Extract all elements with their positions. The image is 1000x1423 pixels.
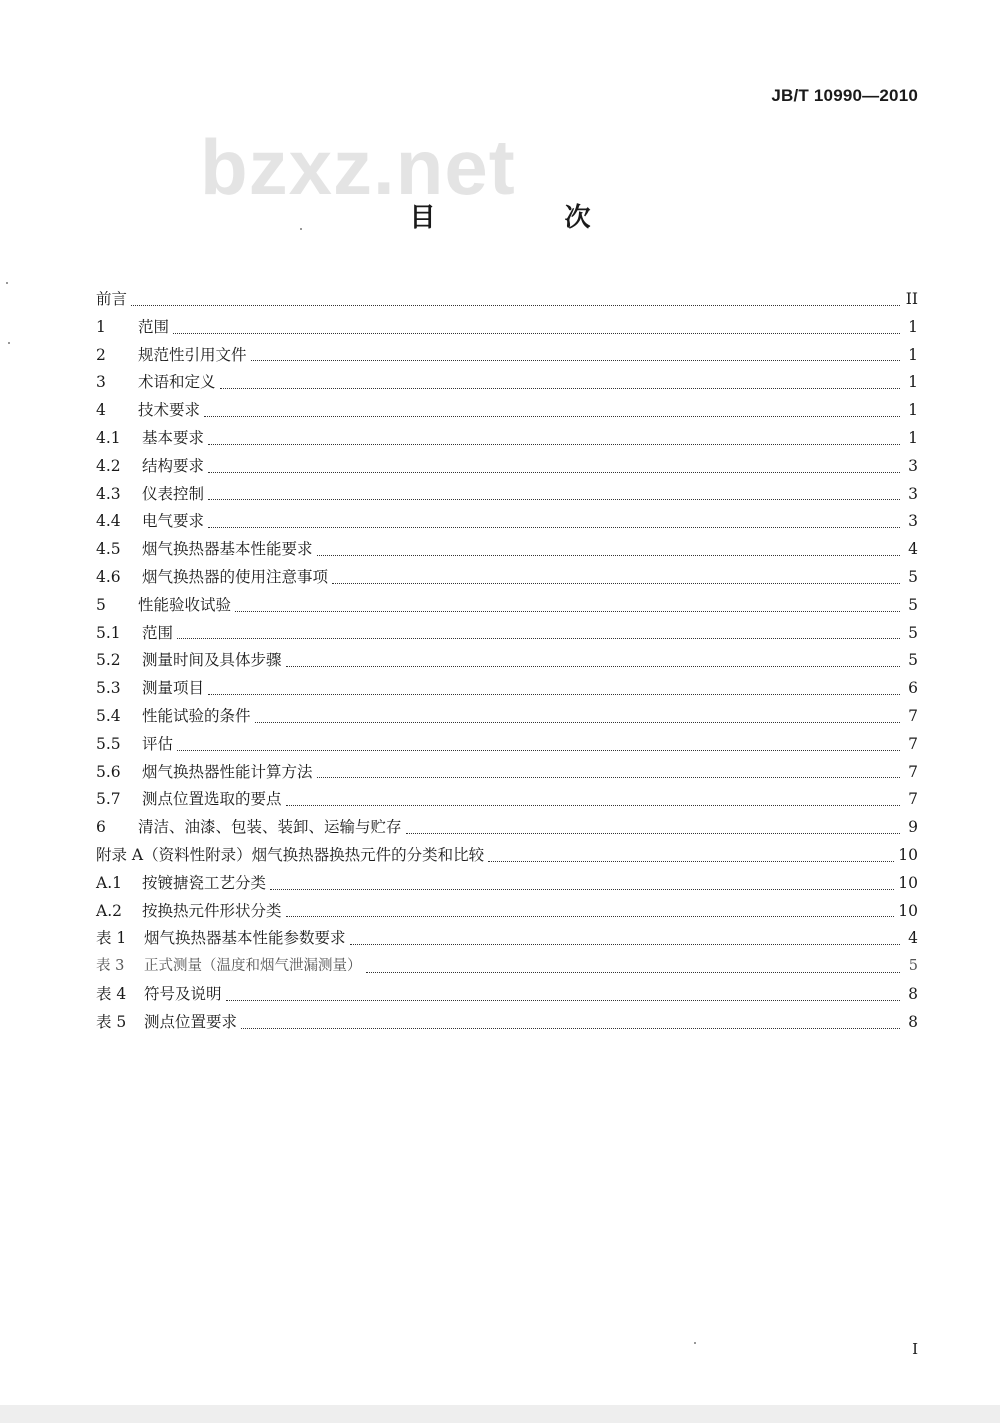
toc-entry-number: 5.2 — [96, 651, 121, 670]
toc-dot-leader — [220, 387, 900, 389]
toc-entry[interactable] — [96, 731, 918, 759]
toc-entry-title: 结构要求 — [142, 456, 205, 475]
toc-entry[interactable] — [96, 703, 918, 731]
toc-entry-number: 5.1 — [96, 623, 121, 642]
toc-entry-number: 表 1 — [96, 929, 127, 948]
toc-entry-page: 4 — [908, 540, 918, 559]
scan-speck — [8, 342, 10, 344]
toc-entry-number: 4 — [96, 401, 106, 420]
table-of-contents — [96, 286, 918, 1037]
toc-entry-title: 性能试验的条件 — [142, 706, 251, 725]
toc-dot-leader — [208, 526, 900, 528]
scan-speck — [300, 228, 302, 230]
toc-dot-leader — [317, 554, 900, 556]
toc-entry-number: 4.4 — [96, 512, 121, 531]
toc-dot-leader — [286, 804, 900, 806]
toc-dot-leader — [173, 332, 900, 334]
toc-entry-page: II — [905, 290, 918, 308]
page-title: 目 次 — [409, 203, 651, 233]
toc-entry-page: 10 — [898, 845, 918, 864]
toc-entry-title: 评估 — [142, 734, 174, 753]
toc-entry[interactable] — [96, 981, 918, 1009]
toc-entry-title: 测点位置选取的要点 — [142, 790, 282, 809]
toc-entry[interactable] — [96, 786, 918, 814]
toc-entry[interactable] — [96, 953, 918, 981]
toc-entry-number: 5.6 — [96, 762, 121, 781]
toc-entry-page: 5 — [908, 958, 918, 975]
standard-code: JB/T 10990—2010 — [771, 86, 918, 105]
scan-speck — [694, 1342, 696, 1344]
toc-entry-title: 范围 — [138, 317, 170, 336]
toc-entry-number: 表 5 — [96, 1012, 127, 1031]
toc-entry-page: 3 — [908, 484, 918, 503]
toc-entry-number: 5.3 — [96, 679, 121, 698]
toc-entry-page: 5 — [908, 623, 918, 642]
toc-entry-page: 1 — [908, 401, 918, 420]
toc-entry-page: 1 — [908, 345, 918, 364]
toc-entry-number: 表 4 — [96, 984, 127, 1003]
toc-dot-leader — [131, 304, 900, 306]
toc-entry-page: 9 — [908, 818, 918, 837]
toc-entry[interactable] — [96, 369, 918, 397]
toc-entry-page: 5 — [908, 595, 918, 614]
toc-entry-title: 测量时间及具体步骤 — [142, 651, 282, 670]
toc-entry-number: 4.5 — [96, 540, 121, 559]
toc-entry[interactable] — [96, 453, 918, 481]
toc-entry-number: 4.1 — [96, 428, 121, 447]
toc-dot-leader — [241, 1027, 900, 1029]
watermark: bzxz.net — [200, 123, 516, 211]
toc-entry-title: 仪表控制 — [142, 484, 205, 503]
toc-entry-title: 测点位置要求 — [144, 1012, 238, 1031]
toc-entry-page: 5 — [908, 567, 918, 586]
toc-entry-number: 1 — [96, 317, 106, 336]
toc-entry[interactable] — [96, 314, 918, 342]
toc-entry[interactable] — [96, 870, 918, 898]
toc-entry-title: 清洁、油漆、包装、装卸、运输与贮存 — [138, 818, 402, 837]
toc-entry-page: 7 — [908, 762, 918, 781]
toc-entry-number: 4.2 — [96, 456, 121, 475]
toc-dot-leader — [286, 665, 900, 667]
toc-entry-number: 5 — [96, 595, 106, 614]
toc-entry[interactable] — [96, 814, 918, 842]
toc-entry-page: 3 — [908, 512, 918, 531]
toc-entry[interactable] — [96, 1009, 918, 1037]
toc-entry-title: 前言 — [96, 290, 128, 308]
toc-entry-title: 烟气换热器性能计算方法 — [142, 762, 313, 781]
toc-entry-number: 3 — [96, 373, 106, 392]
toc-entry-number: 4.6 — [96, 567, 121, 586]
toc-entry[interactable] — [96, 675, 918, 703]
toc-entry[interactable] — [96, 286, 918, 314]
toc-entry-title: 符号及说明 — [144, 984, 222, 1003]
toc-entry[interactable] — [96, 564, 918, 592]
toc-dot-leader — [332, 582, 900, 584]
toc-entry-number: 4.3 — [96, 484, 121, 503]
toc-entry-number: 2 — [96, 345, 106, 364]
toc-entry-title: 附录 A（资料性附录）烟气换热器换热元件的分类和比较 — [96, 845, 485, 864]
toc-dot-leader — [208, 498, 900, 500]
toc-dot-leader — [366, 971, 901, 973]
toc-dot-leader — [235, 610, 900, 612]
toc-entry[interactable] — [96, 592, 918, 620]
toc-entry[interactable] — [96, 508, 918, 536]
toc-entry-title: 性能验收试验 — [138, 595, 232, 614]
toc-dot-leader — [488, 860, 894, 862]
toc-entry-page: 7 — [908, 734, 918, 753]
toc-entry[interactable] — [96, 425, 918, 453]
toc-entry[interactable] — [96, 925, 918, 953]
toc-dot-leader — [251, 359, 900, 361]
toc-entry-title: 术语和定义 — [138, 373, 216, 392]
toc-entry-page: 6 — [908, 679, 918, 698]
toc-dot-leader — [317, 776, 900, 778]
toc-dot-leader — [406, 832, 900, 834]
toc-entry-title: 电气要求 — [142, 512, 205, 531]
toc-entry-title: 烟气换热器基本性能参数要求 — [144, 929, 346, 948]
toc-dot-leader — [350, 943, 900, 945]
toc-entry-number: A.1 — [96, 873, 122, 892]
toc-entry-number: 5.5 — [96, 734, 121, 753]
toc-entry-title: 正式测量（温度和烟气泄漏测量） — [144, 958, 362, 975]
toc-dot-leader — [208, 693, 900, 695]
toc-entry-page: 8 — [908, 984, 918, 1003]
toc-entry-page: 4 — [908, 929, 918, 948]
toc-entry[interactable] — [96, 759, 918, 787]
toc-entry-page: 7 — [908, 706, 918, 725]
toc-entry[interactable] — [96, 481, 918, 509]
toc-dot-leader — [226, 999, 900, 1001]
toc-entry-number: 5.7 — [96, 790, 121, 809]
toc-entry-number: 5.4 — [96, 706, 121, 725]
toc-entry-page: 3 — [908, 456, 918, 475]
toc-entry-title: 烟气换热器的使用注意事项 — [142, 567, 329, 586]
page-number: I — [912, 1340, 918, 1358]
toc-entry-page: 10 — [898, 901, 918, 920]
toc-entry-page: 10 — [898, 873, 918, 892]
toc-entry[interactable] — [96, 647, 918, 675]
toc-entry[interactable] — [96, 620, 918, 648]
toc-entry-title: 基本要求 — [142, 428, 205, 447]
scan-bottom-edge — [0, 1405, 1000, 1423]
toc-entry-page: 1 — [908, 373, 918, 392]
toc-dot-leader — [208, 443, 900, 445]
toc-dot-leader — [177, 637, 900, 639]
toc-entry-page: 5 — [908, 651, 918, 670]
toc-entry[interactable] — [96, 397, 918, 425]
toc-entry[interactable] — [96, 898, 918, 926]
toc-entry-page: 1 — [908, 317, 918, 336]
toc-entry-page: 8 — [908, 1012, 918, 1031]
toc-entry-number: 6 — [96, 818, 106, 837]
toc-entry-title: 按镀搪瓷工艺分类 — [142, 873, 267, 892]
toc-dot-leader — [255, 721, 900, 723]
toc-entry[interactable] — [96, 342, 918, 370]
toc-dot-leader — [270, 888, 894, 890]
toc-entry-title: 规范性引用文件 — [138, 345, 247, 364]
toc-entry-title: 按换热元件形状分类 — [142, 901, 282, 920]
toc-entry-title: 烟气换热器基本性能要求 — [142, 540, 313, 559]
toc-entry-page: 7 — [908, 790, 918, 809]
toc-entry[interactable] — [96, 536, 918, 564]
toc-dot-leader — [204, 415, 900, 417]
toc-entry-number: A.2 — [96, 901, 122, 920]
scan-speck — [6, 282, 8, 284]
toc-dot-leader — [177, 749, 900, 751]
toc-dot-leader — [208, 471, 900, 473]
toc-entry-title: 技术要求 — [138, 401, 201, 420]
toc-entry-page: 1 — [908, 428, 918, 447]
toc-entry[interactable] — [96, 842, 918, 870]
toc-entry-title: 测量项目 — [142, 679, 205, 698]
toc-entry-number: 表 3 — [96, 958, 125, 975]
toc-dot-leader — [286, 915, 895, 917]
toc-entry-title: 范围 — [142, 623, 174, 642]
